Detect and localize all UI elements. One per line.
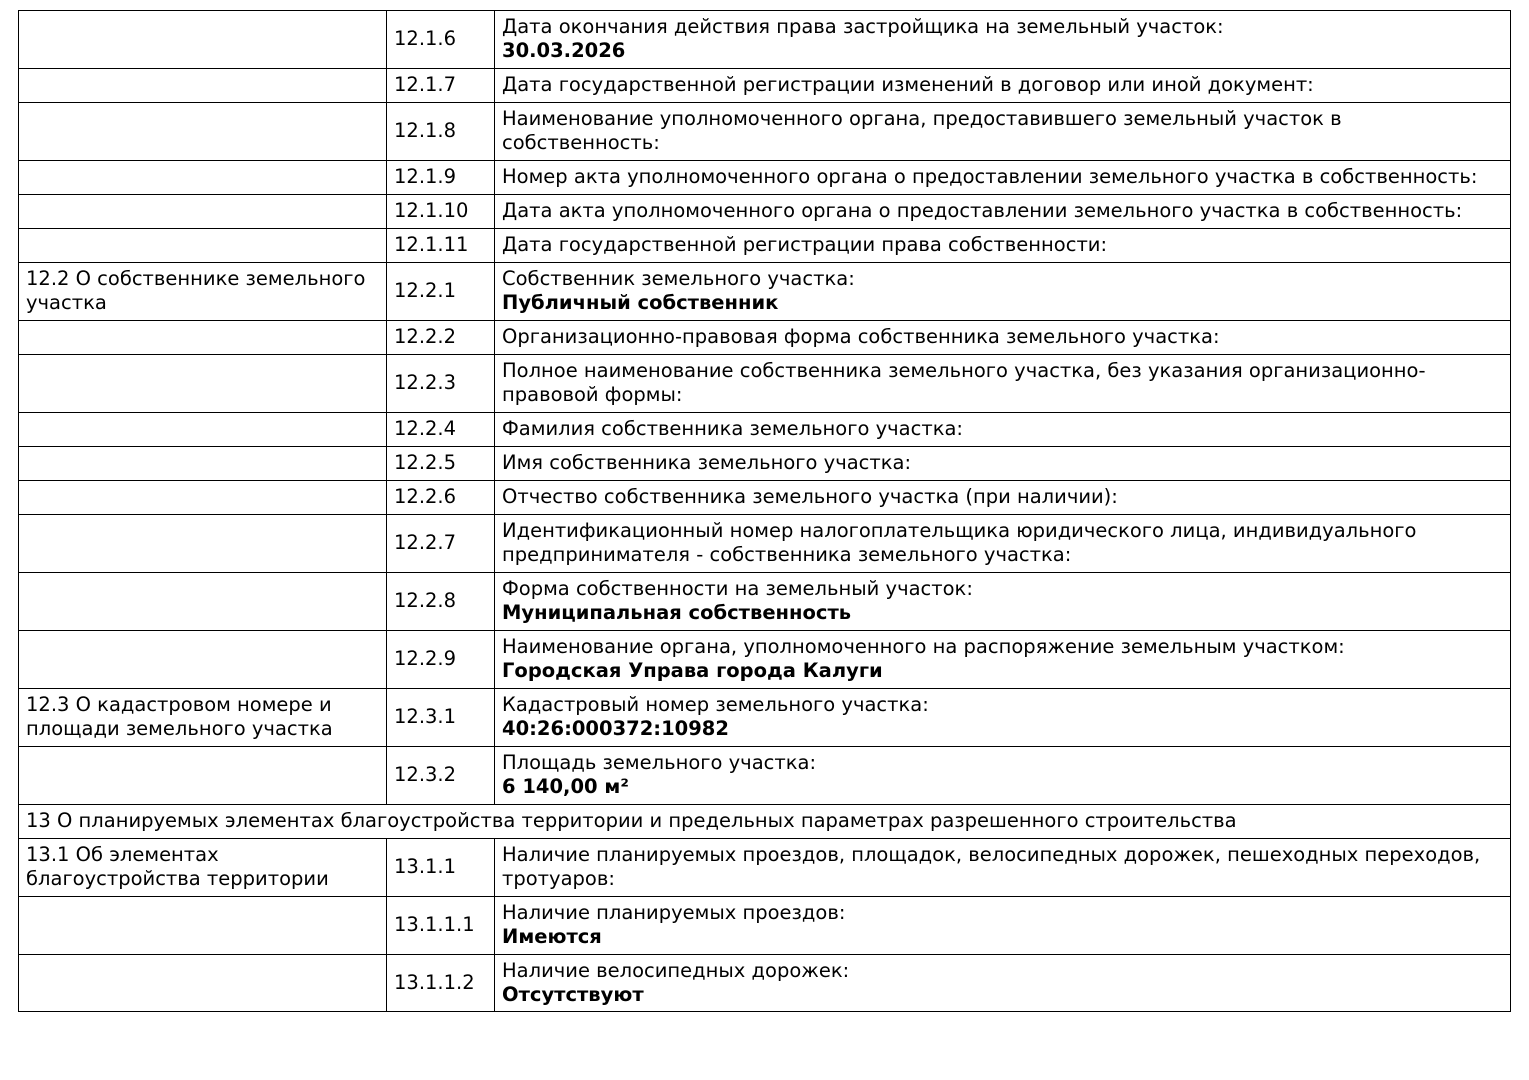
item-number-cell: 12.2.8 <box>387 572 495 630</box>
section-title-cell: 12.2 О собственнике земельного участка <box>19 262 387 320</box>
item-number-cell: 12.2.3 <box>387 354 495 412</box>
section-title-cell: 12.3 О кадастровом номере и площади земельного участка <box>19 688 387 746</box>
section-empty-cell <box>19 194 387 228</box>
item-label: Наименование уполномоченного органа, предоставившего земельный участок в собственность: <box>502 106 1342 154</box>
section-empty-cell <box>19 746 387 804</box>
item-number-cell: 13.1.1.2 <box>387 954 495 1012</box>
item-value: Публичный собственник <box>502 290 779 314</box>
section-empty-cell <box>19 630 387 688</box>
item-label: Отчество собственника земельного участка (при наличии): <box>502 484 1118 508</box>
item-label: Дата государственной регистрации права собственности: <box>502 232 1108 256</box>
item-label: Дата государственной регистрации изменений в договор или иной документ: <box>502 72 1314 96</box>
item-number-cell: 12.2.2 <box>387 320 495 354</box>
item-number-cell: 12.1.10 <box>387 194 495 228</box>
section-empty-cell <box>19 954 387 1012</box>
section-empty-cell <box>19 11 387 69</box>
table-row <box>19 354 1511 412</box>
item-value: 6 140,00 м² <box>502 774 629 798</box>
item-content-cell <box>495 194 1511 228</box>
item-content-cell <box>495 572 1511 630</box>
item-content-cell <box>495 514 1511 572</box>
item-content-cell <box>495 320 1511 354</box>
table-row <box>19 446 1511 480</box>
table-row <box>19 68 1511 102</box>
item-number-cell: 12.2.4 <box>387 412 495 446</box>
section-empty-cell <box>19 412 387 446</box>
section-empty-cell <box>19 320 387 354</box>
item-number-cell: 12.3.2 <box>387 746 495 804</box>
item-number-cell: 12.2.6 <box>387 480 495 514</box>
item-value: 30.03.2026 <box>502 38 626 62</box>
item-content-cell <box>495 412 1511 446</box>
item-content-cell <box>495 896 1511 954</box>
item-content-cell <box>495 838 1511 896</box>
item-content-cell <box>495 954 1511 1012</box>
item-label: Наличие планируемых проездов, площадок, велосипедных дорожек, пешеходных переходов, тротуаров: <box>502 842 1481 890</box>
item-label: Дата акта уполномоченного органа о предоставлении земельного участка в собственность: <box>502 198 1463 222</box>
item-number-cell: 13.1.1 <box>387 838 495 896</box>
section-empty-cell <box>19 228 387 262</box>
table-row <box>19 838 1511 896</box>
item-label: Форма собственности на земельный участок: <box>502 576 973 600</box>
table-row <box>19 804 1511 838</box>
item-content-cell <box>495 68 1511 102</box>
section-empty-cell <box>19 68 387 102</box>
section-empty-cell <box>19 896 387 954</box>
item-label: Кадастровый номер земельного участка: <box>502 692 929 716</box>
item-content-cell <box>495 160 1511 194</box>
table-body <box>19 11 1511 1012</box>
item-number-cell: 12.2.7 <box>387 514 495 572</box>
table-row <box>19 480 1511 514</box>
item-number-cell: 12.2.1 <box>387 262 495 320</box>
item-number-cell: 12.1.9 <box>387 160 495 194</box>
item-label: Собственник земельного участка: <box>502 266 855 290</box>
table-row <box>19 262 1511 320</box>
section-heading-cell: 13 О планируемых элементах благоустройства территории и предельных параметрах разрешенного строительства <box>19 804 1511 838</box>
table-row <box>19 688 1511 746</box>
section-empty-cell <box>19 102 387 160</box>
table-row <box>19 896 1511 954</box>
table-row <box>19 630 1511 688</box>
item-number-cell: 12.2.9 <box>387 630 495 688</box>
table-row <box>19 160 1511 194</box>
item-value: Муниципальная собственность <box>502 600 852 624</box>
table-row <box>19 228 1511 262</box>
item-label: Наименование органа, уполномоченного на распоряжение земельным участком: <box>502 634 1345 658</box>
item-label: Организационно-правовая форма собственника земельного участка: <box>502 324 1220 348</box>
item-content-cell <box>495 446 1511 480</box>
item-number-cell: 12.1.8 <box>387 102 495 160</box>
table-row <box>19 572 1511 630</box>
item-label: Имя собственника земельного участка: <box>502 450 912 474</box>
item-content-cell <box>495 354 1511 412</box>
item-content-cell <box>495 480 1511 514</box>
section-empty-cell <box>19 446 387 480</box>
item-label: Фамилия собственника земельного участка: <box>502 416 964 440</box>
item-number-cell: 12.1.11 <box>387 228 495 262</box>
section-title-cell: 13.1 Об элементах благоустройства территории <box>19 838 387 896</box>
item-content-cell <box>495 11 1511 69</box>
item-content-cell <box>495 262 1511 320</box>
item-value: Имеются <box>502 924 602 948</box>
item-label: Наличие планируемых проездов: <box>502 900 846 924</box>
item-label: Идентификационный номер налогоплательщика юридического лица, индивидуального предпринимателя - собственника земельного участка: <box>502 518 1417 566</box>
table-row <box>19 954 1511 1012</box>
item-content-cell <box>495 630 1511 688</box>
table-row <box>19 320 1511 354</box>
section-empty-cell <box>19 354 387 412</box>
item-number-cell: 13.1.1.1 <box>387 896 495 954</box>
table-row <box>19 194 1511 228</box>
item-content-cell <box>495 746 1511 804</box>
item-content-cell <box>495 102 1511 160</box>
table-row <box>19 746 1511 804</box>
section-empty-cell <box>19 160 387 194</box>
section-empty-cell <box>19 480 387 514</box>
section-empty-cell <box>19 514 387 572</box>
table-row <box>19 412 1511 446</box>
table-row <box>19 514 1511 572</box>
item-label: Дата окончания действия права застройщика на земельный участок: <box>502 15 1224 38</box>
item-number-cell: 12.1.7 <box>387 68 495 102</box>
table-row <box>19 102 1511 160</box>
item-label: Площадь земельного участка: <box>502 750 817 774</box>
project-declaration-table <box>18 10 1511 1012</box>
item-content-cell <box>495 228 1511 262</box>
item-number-cell: 12.2.5 <box>387 446 495 480</box>
section-empty-cell <box>19 572 387 630</box>
item-value: Городская Управа города Калуги <box>502 658 883 682</box>
table-row <box>19 11 1511 69</box>
item-number-cell: 12.3.1 <box>387 688 495 746</box>
item-value: 40:26:000372:10982 <box>502 716 729 740</box>
item-content-cell <box>495 688 1511 746</box>
item-label: Наличие велосипедных дорожек: <box>502 958 850 982</box>
item-label: Номер акта уполномоченного органа о предоставлении земельного участка в собственность: <box>502 164 1478 188</box>
item-value: Отсутствуют <box>502 982 644 1006</box>
item-number-cell: 12.1.6 <box>387 11 495 69</box>
item-label: Полное наименование собственника земельного участка, без указания организационно-правовой формы: <box>502 358 1426 406</box>
